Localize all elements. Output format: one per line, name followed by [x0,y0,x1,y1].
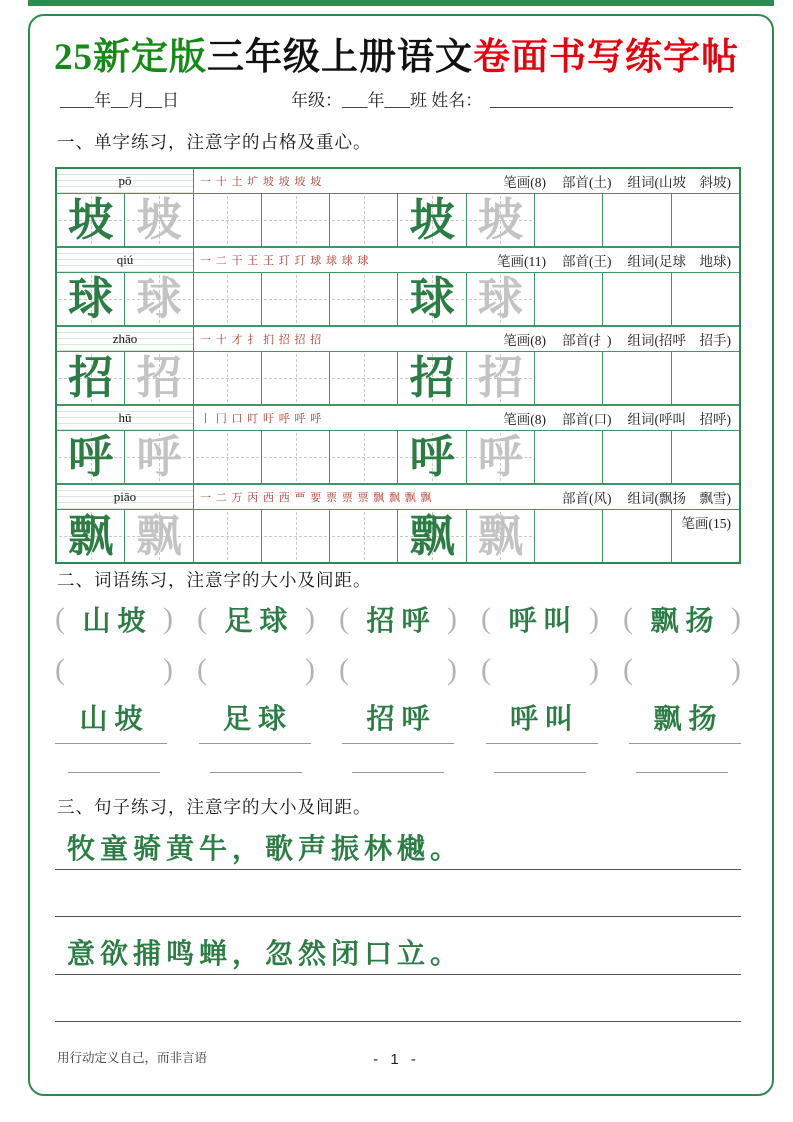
practice-cells-row [57,194,739,246]
practice-cell [329,273,397,325]
practice-cell [397,194,465,246]
word-text: 呼叫 [508,606,579,637]
paren-open: ( [623,602,633,635]
paren-close: ) [163,653,173,686]
word-group [197,599,315,639]
stroke-order: 一 十 土 圹 坡 坡 坡 坡 [200,176,322,188]
word-group [339,599,457,639]
practice-cell [57,431,124,483]
practice-cell [671,194,739,246]
stroke-count: 笔画(8) [503,175,546,190]
trace-char: 球 [136,273,182,324]
paren-close: ) [446,602,457,635]
practice-cell [261,352,329,404]
practice-cell [397,273,465,325]
paren-open: ( [339,653,349,686]
paren-close: ) [731,653,741,686]
paren-close: ) [304,602,315,635]
radical: 部首(口) [562,412,612,427]
practice-cell [329,352,397,404]
practice-cell [193,273,261,325]
blank-underline [210,771,302,773]
row-info [487,406,739,430]
practice-cell [602,194,670,246]
class-unit: 班 [410,91,427,110]
blank-sentence-line [55,975,741,1022]
practice-cell [397,431,465,483]
word-text: 呼叫 [509,704,580,735]
word-text: 山坡 [82,606,153,637]
row-header [57,327,739,352]
practice-cell [261,431,329,483]
pinyin-label: hū [118,410,132,425]
words-paren-row [55,599,741,639]
word-examples: 组词(飘扬 飘雪) [627,491,731,506]
word-group [623,599,741,639]
stroke-count: 笔画(8) [503,333,546,348]
footer-motto: 用行动定义自己，而非言语 [57,1051,208,1065]
practice-cell [124,194,192,246]
paren-open: ( [55,653,65,686]
row-info [487,169,739,193]
blank-underline [68,771,160,773]
char-row-po [57,169,739,246]
row-info [546,485,739,509]
word-group [481,599,599,639]
practice-cell [466,194,534,246]
blank-sentence-line [55,870,741,917]
section2-heading: 二、词语练习，注意字的大小及间距。 [57,570,372,590]
trace-char: 飘 [477,510,523,561]
name-label: 姓名： [431,91,483,110]
name-blank-underline [490,106,733,108]
practice-cell [57,352,124,404]
grade-class-group [291,86,482,111]
stroke-count: 笔画(8) [503,412,546,427]
blank-paren-group [481,653,599,687]
paren-open: ( [339,602,349,635]
blank-underline [352,771,444,773]
grade-unit: 年 [367,91,385,110]
blank-paren-group [55,653,173,687]
practice-cell [57,273,124,325]
pinyin-cell [57,406,194,430]
word-text: 足球 [224,606,295,637]
word-examples: 组词(山坡 斜坡) [627,175,731,190]
practice-cell [329,431,397,483]
practice-cells-row [57,352,739,404]
meta-line [60,86,735,111]
practice-cell [602,352,670,404]
model-char: 球 [68,273,114,324]
practice-cells-row [57,273,739,325]
blank-underline [494,771,586,773]
practice-cell [57,510,124,562]
date-blanks: ____年__月__日 [60,91,179,110]
practice-cell [261,194,329,246]
paren-open: ( [55,602,65,635]
page-number: - 1 - [373,1051,420,1068]
pinyin-cell [57,485,194,509]
practice-cell [671,273,739,325]
grade-blank: ___ [342,91,368,110]
sentence-practice-area [55,826,741,1022]
word-text: 飘扬 [653,704,724,735]
practice-cell [329,194,397,246]
word-text: 招呼 [366,606,437,637]
practice-cell [124,273,192,325]
practice-cell [534,352,602,404]
practice-cell [534,194,602,246]
practice-cell [534,431,602,483]
sentence-text: 意欲捕鸣蝉，忽然闭口立。 [67,939,464,970]
empty-paren-row [55,653,741,687]
pinyin-label: pō [118,173,132,188]
trace-char: 呼 [136,431,182,482]
blank-underline [636,771,728,773]
char-row-hu [57,404,739,483]
stroke-order: 一 二 万 丙 西 西 覀 要 票 票 票 飘 飘 飘 飘 [200,492,432,504]
word-examples: 组词(足球 地球) [627,254,731,269]
practice-cell [602,510,670,562]
row-header [57,169,739,194]
row-info [487,327,739,351]
paren-open: ( [481,602,491,635]
blank-paren-group [197,653,315,687]
word-examples: 组词(呼叫 招呼) [627,412,731,427]
radical: 部首(王) [562,254,612,269]
radical: 部首(扌) [562,333,612,348]
blank-paren-group [339,653,457,687]
pinyin-label: zhāo [112,331,138,346]
paren-open: ( [623,653,633,686]
practice-cell [57,194,124,246]
section3-heading: 三、句子练习，注意字的大小及间距。 [57,797,372,817]
practice-cell [329,510,397,562]
paren-close: ) [305,653,315,686]
model-char: 呼 [409,431,455,482]
sentence-text: 牧童骑黄牛，歌声振林樾。 [67,834,464,865]
top-green-strip [28,0,774,6]
practice-cell [534,273,602,325]
trace-char: 呼 [477,431,523,482]
practice-cell [124,510,192,562]
model-char: 球 [409,273,455,324]
pinyin-cell [57,248,194,272]
trace-char: 飘 [136,510,182,561]
title-edition: 25新定版 [54,37,207,78]
stroke-count-overflow: 笔画(15) [681,516,731,531]
practice-cell [397,510,465,562]
model-char: 坡 [68,194,114,245]
practice-cell [602,431,670,483]
practice-cell [193,352,261,404]
page-title [0,26,793,80]
word-text: 飘扬 [650,606,721,637]
paren-open: ( [197,602,207,635]
title-grade-subject: 三年级上册语文 [207,37,473,78]
stroke-order: 一 二 干 王 王 玎 玎 球 球 球 球 [200,255,369,267]
practice-cell [534,510,602,562]
trace-char: 招 [136,352,182,403]
stroke-count: 笔画(11) [497,254,546,269]
row-header [57,485,739,510]
practice-cell [193,194,261,246]
pinyin-cell [57,327,194,351]
practice-cell [261,510,329,562]
row-info [481,248,739,272]
class-blank: ___ [384,91,410,110]
pinyin-cell [57,169,194,193]
trace-char: 招 [477,352,523,403]
section1-heading: 一、单字练习，注意字的占格及重心。 [57,132,372,152]
trace-char: 坡 [477,194,523,245]
practice-cell [466,352,534,404]
row-header [57,406,739,431]
sentence-line [55,917,741,975]
word-text: 足球 [222,704,293,735]
char-row-piao [57,483,739,562]
radical: 部首(风) [562,491,612,506]
grade-label: 年级： [291,91,342,110]
char-row-qiu [57,246,739,325]
practice-cell [671,431,739,483]
paren-close: ) [447,653,457,686]
practice-cell [602,273,670,325]
practice-cell [193,510,261,562]
paren-close: ) [588,602,599,635]
blank-underline-row [55,735,741,773]
practice-cell [124,352,192,404]
word-examples: 组词(招呼 招手) [627,333,731,348]
practice-cell [466,510,534,562]
paren-open: ( [197,653,207,686]
model-char: 招 [409,352,455,403]
word-group [55,599,173,639]
model-char: 飘 [409,510,455,561]
practice-cell [261,273,329,325]
model-char: 呼 [68,431,114,482]
paren-close: ) [730,602,741,635]
practice-cell [671,352,739,404]
stroke-order: 一 十 才 扌 扪 招 招 招 [200,334,322,346]
paren-close: ) [162,602,173,635]
practice-cell [193,431,261,483]
practice-cell [397,352,465,404]
pinyin-label: qiú [116,252,134,267]
paren-close: ) [589,653,599,686]
radical: 部首(土) [562,175,612,190]
practice-cells-row [57,431,739,483]
row-header [57,248,739,273]
stroke-order: 丨 冂 口 叮 吁 呼 呼 呼 [200,413,322,425]
practice-cell [466,431,534,483]
sentence-line [55,826,741,870]
title-workbook-name: 卷面书写练字帖 [473,37,739,78]
word-text: 山坡 [79,704,150,735]
trace-char: 球 [477,273,523,324]
practice-cells-row [57,510,739,562]
model-char: 飘 [68,510,114,561]
blank-paren-group [623,653,741,687]
practice-cell [466,273,534,325]
word-text: 招呼 [366,704,437,735]
model-char: 坡 [409,194,455,245]
paren-open: ( [481,653,491,686]
practice-cell [124,431,192,483]
character-practice-grid [55,167,741,564]
model-char: 招 [68,352,114,403]
trace-char: 坡 [136,194,182,245]
char-row-zhao [57,325,739,404]
pinyin-label: piāo [113,489,137,504]
